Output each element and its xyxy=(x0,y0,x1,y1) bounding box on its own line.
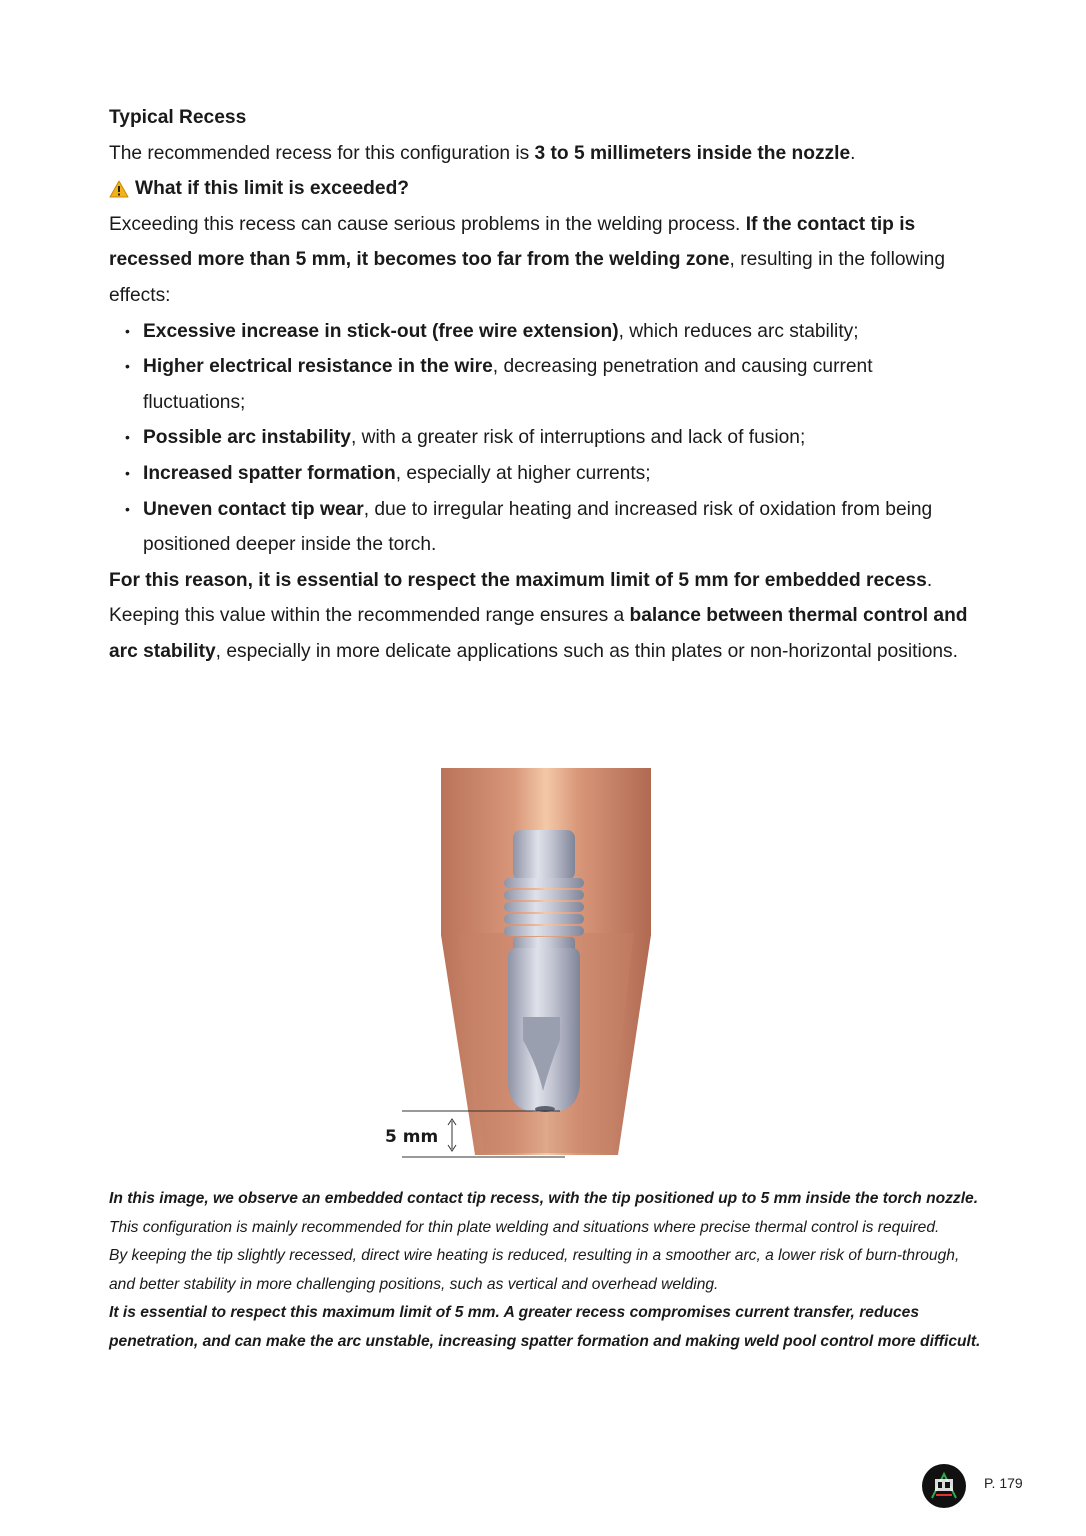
main-text xyxy=(109,100,979,670)
logo-badge xyxy=(920,1462,968,1510)
list-item: • Higher electrical resistance in the wire, decreasing penetration and causing current fluctuations; xyxy=(125,356,873,413)
caption-2: By keeping the tip slightly recessed, direct wire heating is reduced, resulting in a smoother arc, a lower risk of burn-through, and better stability in more challenging positions, such as vertical and overhead welding. xyxy=(109,1247,960,1293)
nozzle-figure xyxy=(380,765,680,1170)
intro-highlight: 3 to 5 millimeters inside the nozzle xyxy=(534,142,851,164)
page-number: P. 179 xyxy=(984,1475,1023,1491)
nozzle-illustration xyxy=(380,765,680,1170)
warning-icon xyxy=(109,180,129,198)
effects-list xyxy=(109,314,979,563)
contact-tip-threads xyxy=(504,878,584,936)
exceed-paragraph: Exceeding this recess can cause serious problems in the welding process. If the contact tip is recessed more than 5 mm, it becomes too far from the welding zone, resulting in the following effects: xyxy=(109,213,945,306)
list-item: • Increased spatter formation, especially at higher currents; xyxy=(125,462,651,484)
section-heading: Typical Recess xyxy=(109,107,247,128)
figure-captions xyxy=(109,1185,989,1357)
dimension-label: 5 mm xyxy=(385,1127,439,1147)
warning-line xyxy=(109,171,979,207)
caption-3: It is essential to respect this maximum limit of 5 mm. A greater recess compromises current transfer, reduces penetration, and can make the arc unstable, increasing spatter formation and making weld pool control more difficult. xyxy=(109,1304,981,1350)
contact-tip-shank xyxy=(513,830,575,880)
conclusion-paragraph: For this reason, it is essential to respect the maximum limit of 5 mm for embedded recess. Keeping this value within the recommended range ensures a balance between thermal control and arc stability, especially in more delicate applications such as thin plates or non-horizontal positions. xyxy=(109,569,968,662)
list-item: • Possible arc instability, with a greater risk of interruptions and lack of fusion; xyxy=(125,427,806,449)
list-item: • Excessive increase in stick-out (free wire extension), which reduces arc stability; xyxy=(125,320,859,342)
page-footer xyxy=(920,1462,1040,1510)
caption-1: In this image, we observe an embedded contact tip recess, with the tip positioned up to 5 mm inside the torch nozzle. This configuration is mainly recommended for thin plate welding and situations where precise thermal control is required. xyxy=(109,1190,979,1236)
warning-title: What if this limit is exceeded? xyxy=(135,178,410,200)
list-item: • Uneven contact tip wear, due to irregular heating and increased risk of oxidation from being positioned deeper inside the torch. xyxy=(125,498,933,556)
intro-paragraph: The recommended recess for this configuration is 3 to 5 millimeters inside the nozzle. xyxy=(109,142,856,164)
